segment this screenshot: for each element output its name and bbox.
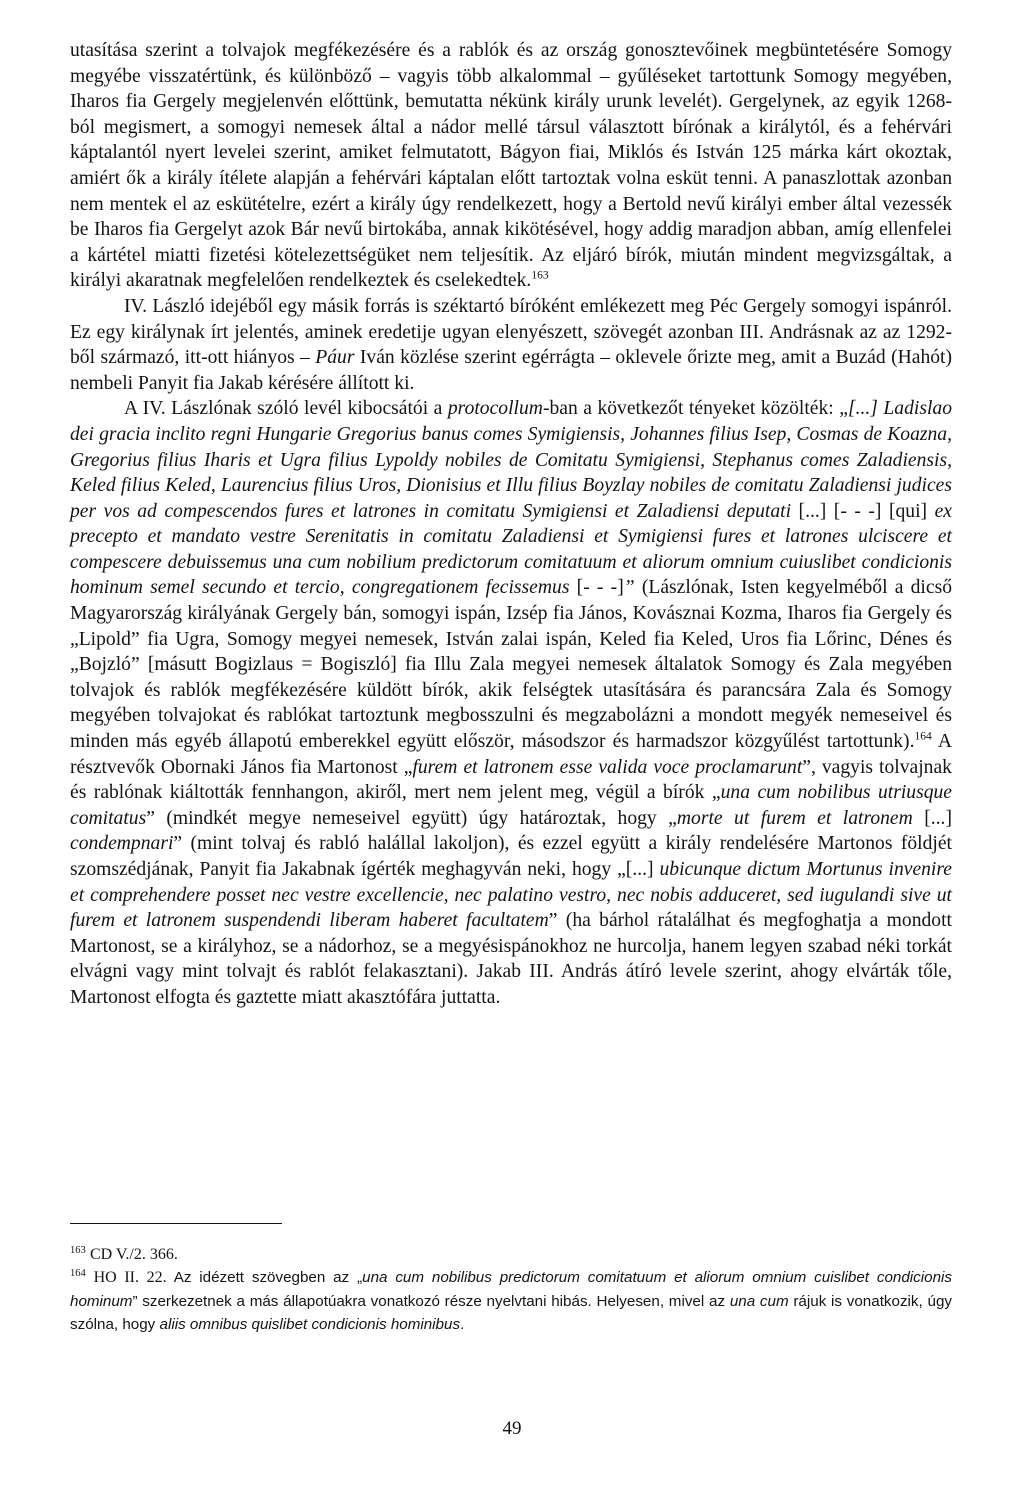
footnote-164-latin-3: aliis omnibus quislibet condicionis hominibus [159, 1316, 461, 1334]
footnote-163-source: CD V./2. 366. [89, 1246, 178, 1263]
footnote-mark-164: 164 [70, 1268, 86, 1280]
footnote-164-text-d: . [460, 1316, 465, 1334]
hungarian-translation: (Lászlónak, Isten kegyelméből a dicső Magyarország királyának Gergely bán, somogyi ispán, Izsép fia János, Kovásznai Kozma, Iharos fia Gergely és „Lipold” fia Ugra, Somogy megyei nemesek, István zalai ispán, Keled fia Keled, Uros fia Lőrinc, Dénes és „Bojzló” [másutt Bogizlaus = Bogiszló] fia Illu Zala megyei nemesek általatok Somogy és Zala megyében tolvajok és rablók megfékezésére küldött bírók, akik felségtek utasítására és parancsára Zala és Somogy megyében tolvajokat és rablókat tartoztunk megbosszulni és megzabolázni a mondott megyék nemeseivel és minden más egyéb állapotú emberekkel együtt először, másodszor és harmadszor közgyűlést tartottunk). [70, 577, 952, 753]
paragraph-3 [70, 396, 952, 1010]
latin-quote-5: morte ut furem et latronem [676, 807, 913, 829]
footnote-164-text-a: Az idézett szövegben az „ [173, 1269, 363, 1287]
lacuna-1: [...] [- - -] [qui] [798, 500, 928, 522]
footnote-164-source: HO II. 22. [93, 1269, 167, 1287]
paragraph-1 [70, 38, 952, 294]
paragraph-3-text-e: ”, vagyis tolvajnak és rablónak kiáltották fennhangon, akiről, mert nem jelent meg, végül a bírók „ [70, 756, 952, 804]
paragraph-2-text-a: IV. László idejéből egy másik forrás is széktartó bíróként emlékezett meg Péc Gergely somogyi ispánról. Ez egy királynak írt jelentés, aminek eredetije ugyan elenyészett, szövegét azonban III. Andrásnak az az 1292-ből származó, itt-ott hiányos – [70, 295, 952, 369]
footnote-ref-164[interactable]: 164 [914, 730, 932, 743]
paragraph-3-text-f: ” (mindkét megye nemeseivel együtt) úgy határoztak, hogy „ [146, 807, 677, 829]
footnote-separator [70, 1223, 282, 1224]
footnote-164-latin-2: una cum [729, 1292, 789, 1310]
page-number: 49 [502, 1418, 522, 1439]
paragraph-3-text-b: -ban a következőt tényeket közölték: „ [542, 398, 848, 420]
author-name-italic: Páur [315, 347, 355, 369]
protocollum-italic: protocollum [447, 398, 543, 420]
footnotes [70, 1243, 952, 1337]
latin-quote-7: ubicunque dictum Mortunus invenire et comprehendere posset nec vestre excellencie, nec palatino vestro, nec nobis adduceret, sed iugulandi sive ut furem et latronem suspendendi liberam haberet facultatem [70, 859, 952, 932]
body-text [70, 38, 952, 1011]
paragraph-3-text-d: A résztvevők Obornaki János fia Martonost „ [70, 731, 952, 778]
latin-quote-1: [...] Ladislao dei gracia inclito regni Hungarie Gregorius banus comes Symigiensis, Johannes filius Isep, Cosmas de Koazna, Gregorius filius Iharis et Ugra filius Lypoldy nobiles de Comitatu Symigiensi, Stephanus comes Zaladiensis, Keled filius Keled, Laurencius filius Uros, Dionisius et Illu filius Boyzlay nobiles de comitatu Zaladiensi judices per vos ad compescendos fures et latrones in comitatu Symigiensi et Zaladiensi deputati [70, 398, 952, 522]
latin-quote-2: ex precepto et mandato vestre Serenitatis in comitatu Zaladiensi et Symigiensi fures et latrones ulciscere et compescere debuissemus una cum nobilium predictorum comitatuum et aliorum omnium cuiuslibet condicionis hominum semel secundo et tercio, congregationem fecissemus [70, 500, 952, 599]
paragraph-1-text: utasítása szerint a tolvajok megfékezésére és a rablók és az ország gonosztevőinek megbüntetésére Somogy megyébe visszatértünk, és különböző – vagyis több alkalommal – gyűléseket tartottunk Somogy megyében, Iharos fia Gergely megjelenvén előttünk, bemutatta nékünk király urunk levelét). Gergelynek, az egyik 1268-ból megismert, a somogyi nemesek által a nádor mellé társul választott bírónak a királytól, és a fehérvári káptalantól nyert levelei szerint, amiket felmutatott, Bágyon fiai, Miklós és István 125 márka kárt okoztak, amiért ők a király ítélete alapján a fehérvári káptalan előtt tartoztak volna esküt tenni. A panaszlottak azonban nem mentek el az eskütételre, ezért a király úgy rendelkezett, hogy a Bertold nevű királyi ember által vezessék be Iharos fia Gergelyt azok Bár nevű birtokába, annak kikötésével, hogy addig maradjon abban, amíg ellenfelei a kártétel miatti fizetési kötelezettségüket nem teljesítik. Az eljáró bírók, miután mindent megvizsgáltak, a királyi akaratnak megfelelően rendelkeztek és cselekedtek. [70, 40, 952, 292]
footnote-164-text-c: rájuk is vonatkozik, úgy szólna, hogy [70, 1292, 952, 1334]
footnote-mark-163: 163 [70, 1244, 86, 1256]
quote-close: ” [623, 577, 635, 599]
latin-quote-4: una cum nobilibus utriusque comitatus [70, 782, 952, 829]
paragraph-2 [70, 294, 952, 396]
lacuna-3: [...] [924, 807, 952, 829]
footnote-164-latin-1: una cum nobilibus predictorum comitatuum et aliorum omnium cuislibet condicionis hominum [70, 1269, 952, 1310]
paragraph-3-text-g: ” (mint tolvaj és rabló halállal lakoljon), és ezzel együtt a király rendelésére Martonos földjét szomszédjának, Panyit fia Jakabnak ígérték meghagyván neki, hogy „ [70, 833, 952, 880]
latin-quote-6: condempnari [70, 833, 174, 855]
latin-quote-3: furem et latronem esse valida voce proclamarunt [412, 756, 803, 778]
footnote-164 [70, 1266, 952, 1336]
lacuna-4: [...] [625, 859, 654, 880]
paragraph-2-text-b: Iván közlése szerint egérrágta – oklevele őrizte meg, amit a Buzád (Hahót) nembeli Panyit fia Jakab kérésére állított ki. [70, 347, 953, 394]
footnote-164-text-b: ” szerkezetnek a más állapotúakra vonatkozó része nyelvtani hibás. Helyesen, mivel az [132, 1292, 726, 1310]
paragraph-3-text-a: A IV. Lászlónak szóló levél kibocsátói a [124, 398, 443, 420]
lacuna-2: [- - -] [576, 577, 624, 599]
footnote-163 [70, 1243, 952, 1266]
paragraph-3-text-h: ” (ha bárhol rátalálhat és megfoghatja a mondott Martonost, se a királyhoz, se a nádorhoz, se a megyésispánokhoz ne hurcolja, hanem legyen szabad néki torkát elvágni vagy mint tolvajt és rablót felakasztani). Jakab III. András átíró levele szerint, ahogy elvárták tőle, Martonost elfogta és gaztette miatt akasztófára juttatta. [70, 910, 952, 1008]
footnote-ref-163[interactable]: 163 [531, 269, 549, 282]
